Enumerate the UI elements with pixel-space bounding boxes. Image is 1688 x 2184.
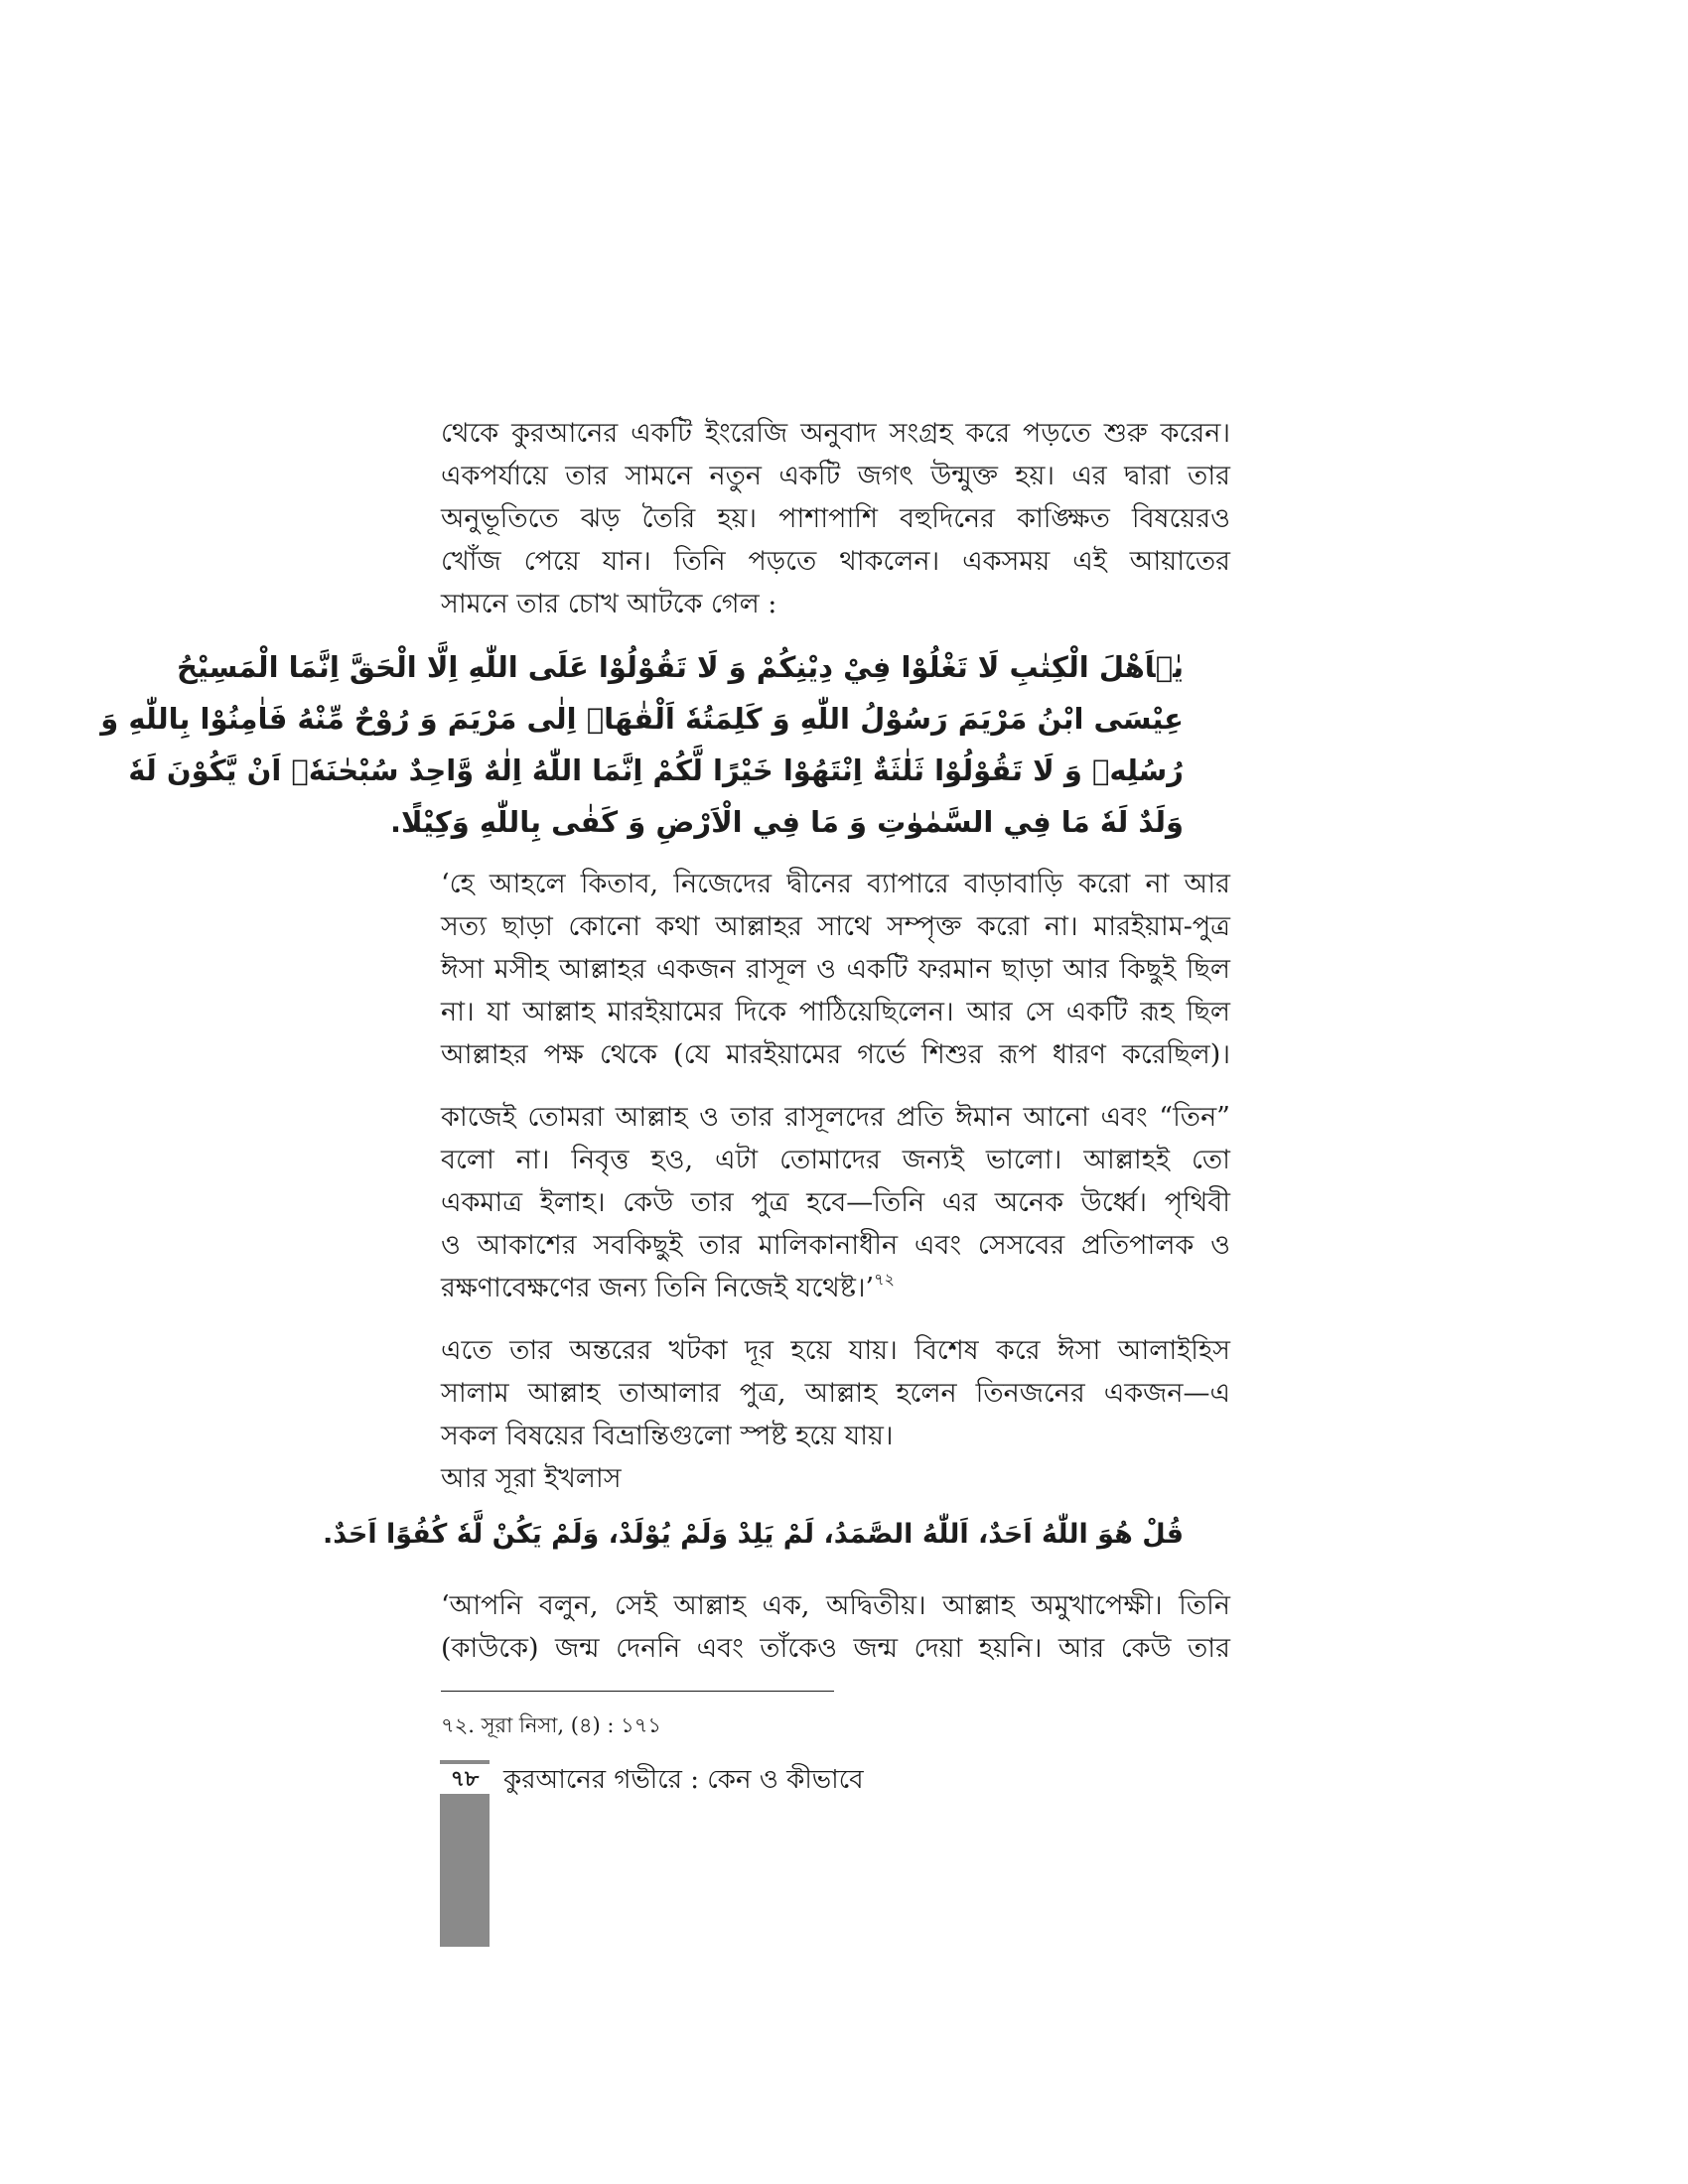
text-line: সকল বিষয়ের বিভ্রান্তিগুলো স্পষ্ট হয়ে যায়। xyxy=(441,1421,894,1451)
text-line: কাজেই তোমরা আল্লাহ ও তার রাসূলদের প্রতি ঈমান আনো এবং “তিন” xyxy=(441,1102,1230,1133)
paragraph-translation-cont xyxy=(441,1096,1230,1309)
page-number: ৭৮ xyxy=(440,1760,490,1794)
arabic-verse-ikhlas xyxy=(323,1509,1184,1561)
text-line: আল্লাহর পক্ষ থেকে (যে মারইয়ামের গর্ভে শিশুর রূপ ধারণ করেছিল)। xyxy=(441,1039,1230,1070)
paragraph-translation xyxy=(441,863,1230,1076)
text-line: বলো না। নিবৃত্ত হও, এটা তোমাদের জন্যই ভালো। আল্লাহই তো xyxy=(441,1145,1230,1175)
text-line: সত্য ছাড়া কোনো কথা আল্লাহর সাথে সম্পৃক্ত করো না। মারইয়াম-পুত্র xyxy=(441,911,1230,942)
text-line: সামনে তার চোখ আটকে গেল : xyxy=(441,589,777,619)
text-line: ও আকাশের সবকিছুই তার মালিকানাধীন এবং সেসবের প্রতিপালক ও xyxy=(441,1230,1230,1261)
paragraph-intro xyxy=(441,412,1230,625)
text-line: একপর্যায়ে তার সামনে নতুন একটি জগৎ উন্মুক্ত হয়। এর দ্বারা তার xyxy=(441,461,1230,491)
arabic-line: عِيْسَى ابْنُ مَرْيَمَ رَسُوْلُ اللّٰهِ وَ كَلِمَتُهٗ اَلْقٰهَاۤ اِلٰى مَرْيَمَ وَ رُوْحٌ مِّنْهُ فَاٰمِنُوْا بِاللّٰهِ وَ xyxy=(100,702,1184,736)
arabic-line: رُسُلِهٖ وَ لَا تَقُوْلُوْا ثَلٰثَةٌ اِنْتَهُوْا خَيْرًا لَّكُمْ اِنَّمَا اللّٰهُ اِلٰهٌ وَّاحِدٌ سُبْحٰنَهٗۤ اَنْ يَّكُوْنَ لَهٗ xyxy=(128,753,1184,787)
text-line: না। যা আল্লাহ মারইয়ামের দিকে পাঠিয়েছিলেন। আর সে একটি রূহ ছিল xyxy=(441,997,1230,1027)
running-title: কুরআনের গভীরে : কেন ও কীভাবে xyxy=(503,1765,864,1795)
text-line: এতে তার অন্তরের খটকা দূর হয়ে যায়। বিশেষ করে ঈসা আলাইহিস xyxy=(441,1335,1230,1366)
text-line: ঈসা মসীহ আল্লাহর একজন রাসূল ও একটি ফরমান ছাড়া আর কিছুই ছিল xyxy=(441,954,1230,985)
text-line: থেকে কুরআনের একটি ইংরেজি অনুবাদ সংগ্রহ করে পড়তে শুরু করেন। xyxy=(441,418,1230,449)
text-line: খোঁজ পেয়ে যান। তিনি পড়তে থাকলেন। একসময় এই আয়াতের xyxy=(441,546,1230,577)
footnote-reference: ৭২ xyxy=(874,1270,895,1289)
paragraph-reflection xyxy=(441,1329,1230,1457)
paragraph-ikhlas-translation xyxy=(441,1584,1230,1670)
text-line: ‘হে আহলে কিতাব, নিজেদের দ্বীনের ব্যাপারে বাড়াবাড়ি করো না আর xyxy=(441,869,1230,899)
arabic-line: وَلَدٌ لَهٗ مَا فِي السَّمٰوٰتِ وَ مَا فِي الْاَرْضِ وَ كَفٰى بِاللّٰهِ وَكِيْلًا. xyxy=(390,805,1184,839)
arabic-line: قُلْ هُوَ اللّٰهُ اَحَدٌ، اَللّٰهُ الصَّمَدُ، لَمْ يَلِدْ وَلَمْ يُوْلَدْ، وَلَمْ يَكُنْ لَّهٗ كُفُوًا اَحَدٌ. xyxy=(323,1519,1184,1550)
text-line: আর সূরা ইখলাস xyxy=(441,1463,622,1494)
footnote-divider xyxy=(441,1691,834,1692)
arabic-line: يٰۤاَهْلَ الْكِتٰبِ لَا تَغْلُوْا فِيْ دِيْنِكُمْ وَ لَا تَقُوْلُوْا عَلَى اللّٰهِ اِلَّا الْحَقَّ اِنَّمَا الْمَسِيْحُ xyxy=(176,650,1184,684)
paragraph-ikhlas-intro xyxy=(441,1457,1230,1500)
footer-gray-bar xyxy=(440,1794,490,1947)
footnote-text: ৭২. সূরা নিসা, (৪) : ১৭১ xyxy=(441,1713,662,1737)
text-line: (কাউকে) জন্ম দেননি এবং তাঁকেও জন্ম দেয়া হয়নি। আর কেউ তার xyxy=(441,1633,1230,1664)
text-line xyxy=(441,1267,1230,1309)
text-line: সালাম আল্লাহ তাআলার পুত্র, আল্লাহ হলেন তিনজনের একজন—এ xyxy=(441,1378,1230,1409)
text-line: অনুভূতিতে ঝড় তৈরি হয়। পাশাপাশি বহুদিনের কাঙ্ক্ষিত বিষয়েরও xyxy=(441,503,1230,534)
text-line: একমাত্র ইলাহ। কেউ তার পুত্র হবে—তিনি এর অনেক উর্ধ্বে। পৃথিবী xyxy=(441,1187,1230,1218)
text-line-content: রক্ষণাবেক্ষণের জন্য তিনি নিজেই যথেষ্ট।’ xyxy=(441,1273,875,1303)
arabic-verse-nisa xyxy=(100,641,1184,848)
text-line: ‘আপনি বলুন, সেই আল্লাহ এক, অদ্বিতীয়। আল্লাহ অমুখাপেক্ষী। তিনি xyxy=(441,1590,1230,1621)
